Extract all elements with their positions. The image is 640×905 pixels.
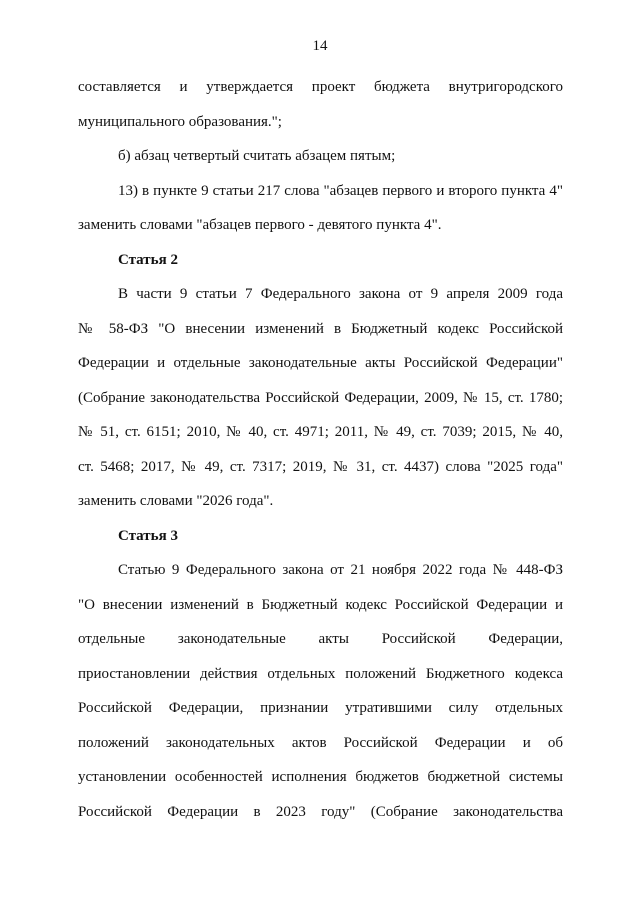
text-line: приостановлении действия отдельных положений Бюджетного кодекса	[78, 665, 563, 682]
text-line: 13) в пункте 9 статьи 217 слова "абзацев первого и второго пункта 4"	[118, 182, 563, 199]
text-line: положений законодательных актов Российской Федерации и об	[78, 734, 563, 751]
text-line: ст. 5468; 2017, № 49, ст. 7317; 2019, № 31, ст. 4437) слова "2025 года"	[78, 458, 563, 475]
text-line: Российской Федерации в 2023 году" (Собрание законодательства	[78, 803, 563, 820]
text-line: В части 9 статьи 7 Федерального закона от 9 апреля 2009 года	[118, 286, 563, 302]
document-body	[78, 78, 563, 837]
article-heading: Статья 3	[118, 527, 178, 544]
text-line: (Собрание законодательства Российской Федерации, 2009, № 15, ст. 1780;	[78, 389, 563, 406]
text-line: муниципального образования.";	[78, 113, 282, 130]
text-line: № 58-ФЗ "О внесении изменений в Бюджетный кодекс Российской	[78, 320, 563, 337]
text-line: установлении особенностей исполнения бюджетов бюджетной системы	[78, 769, 563, 785]
text-line: б) абзац четвертый считать абзацем пятым;	[118, 148, 396, 164]
text-line: отдельные законодательные акты Российской Федерации,	[78, 631, 563, 647]
text-line: Статью 9 Федерального закона от 21 ноября 2022 года № 448-ФЗ	[118, 562, 563, 578]
text-line: составляется и утверждается проект бюджета внутригородского	[78, 79, 563, 95]
page-number: 14	[312, 38, 328, 54]
text-line: заменить словами "2026 года".	[78, 493, 274, 509]
text-line: Федерации и отдельные законодательные акты Российской Федерации"	[78, 355, 563, 371]
text-line: заменить словами "абзацев первого - девятого пункта 4".	[78, 217, 442, 233]
text-line: "О внесении изменений в Бюджетный кодекс Российской Федерации и	[78, 596, 563, 613]
text-line: № 51, ст. 6151; 2010, № 40, ст. 4971; 2011, № 49, ст. 7039; 2015, № 40,	[78, 424, 563, 440]
article-heading: Статья 2	[118, 251, 178, 268]
text-line: Российской Федерации, признании утратившими силу отдельных	[78, 700, 563, 716]
